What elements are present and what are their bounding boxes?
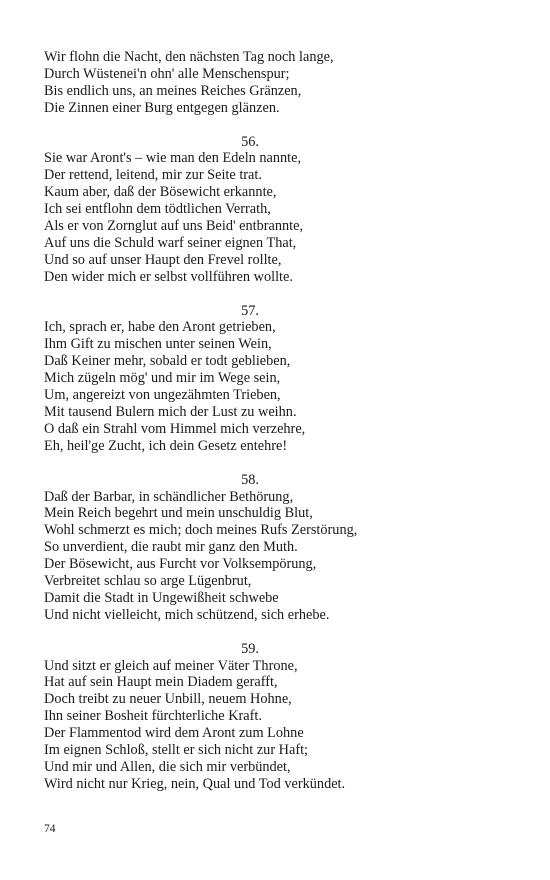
verse-line: Damit die Stadt in Ungewißheit schwebe — [44, 589, 279, 606]
verse-line: Und nicht vielleicht, mich schützend, sich erhebe. — [44, 606, 330, 623]
verse-line: Ich sei entflohn dem tödtlichen Verrath, — [44, 201, 271, 218]
verse-line: Und mir und Allen, die sich mir verbündet, — [44, 759, 291, 775]
verse-line: Daß Keiner mehr, sobald er todt geblieben, — [44, 353, 291, 370]
verse-line: Mein Reich begehrt und mein unschuldig Blut, — [44, 505, 313, 522]
verse-line: Mich zügeln mög' und mir im Wege sein, — [44, 370, 281, 387]
verse-line: So unverdient, die raubt mir ganz den Muth. — [44, 539, 298, 556]
verse-line: Mit tausend Bulern mich der Lust zu weihn. — [44, 404, 297, 420]
verse-line: Der rettend, leitend, mir zur Seite trat. — [44, 167, 262, 184]
verse-line: Und so auf unser Haupt den Frevel rollte, — [44, 251, 282, 268]
verse-line: Doch treibt zu neuer Unbill, neuem Hohne, — [44, 691, 292, 708]
verse-line: Und sitzt er gleich auf meiner Väter Throne, — [44, 657, 298, 674]
verse-line: Verbreitet schlau so arge Lügenbrut, — [44, 573, 252, 590]
stanza-57 — [44, 303, 464, 455]
verse-line: Wohl schmerzt es mich; doch meines Rufs Zerstörung, — [44, 522, 358, 539]
verse-line: Ihm Gift zu mischen unter seinen Wein, — [44, 336, 272, 353]
verse-line: Auf uns die Schuld warf seiner eignen That, — [44, 234, 297, 251]
stanza-number: 59. — [241, 640, 259, 657]
verse-line: Als er von Zornglut auf uns Beid' entbrannte, — [44, 218, 304, 235]
verse-line: Im eignen Schloß, stellt er sich nicht zur Haft; — [44, 742, 309, 759]
verse-line: Der Flammentod wird dem Aront zum Lohne — [44, 725, 304, 742]
verse-line: Wir flohn die Nacht, den nächsten Tag noch lange, — [44, 49, 334, 65]
stanza-58 — [44, 472, 464, 624]
verse-line: Eh, heil'ge Zucht, ich dein Gesetz entehre! — [44, 437, 288, 454]
verse-line: Ihn seiner Bosheit fürchterliche Kraft. — [44, 708, 262, 725]
verse-line: Den wider mich er selbst vollführen wollte. — [44, 268, 293, 285]
verse-line: Daß der Barbar, in schändlicher Bethörung, — [44, 488, 294, 505]
verse-line: Wird nicht nur Krieg, nein, Qual und Tod verkündet. — [44, 775, 346, 792]
verse-line: Kaum aber, daß der Bösewicht erkannte, — [44, 184, 277, 201]
verse-line: Bis endlich uns, an meines Reiches Gränzen, — [44, 82, 302, 99]
verse-line: Durch Wüstenei'n ohn' alle Menschenspur; — [44, 65, 290, 82]
intro-lines — [44, 49, 464, 117]
verse-line: Ich, sprach er, habe den Aront getrieben, — [44, 319, 276, 336]
verse-line: Hat auf sein Haupt mein Diadem gerafft, — [44, 674, 278, 691]
stanza-59 — [44, 641, 464, 793]
verse-line: Der Bösewicht, aus Furcht vor Volksempörung, — [44, 556, 317, 573]
verse-line: Die Zinnen einer Burg entgegen glänzen. — [44, 99, 280, 116]
verse-line: Um, angereizt von ungezähmten Trieben, — [44, 387, 281, 404]
verse-line: O daß ein Strahl vom Himmel mich verzehre, — [44, 420, 306, 437]
page-number: 74 — [44, 823, 56, 835]
poem-text — [44, 49, 464, 793]
stanza-number: 58. — [241, 471, 259, 488]
stanza-56 — [44, 134, 464, 286]
stanza-number: 57. — [241, 302, 259, 319]
verse-line: Sie war Aront's – wie man den Edeln nannte, — [44, 150, 302, 167]
stanza-number: 56. — [241, 133, 259, 150]
